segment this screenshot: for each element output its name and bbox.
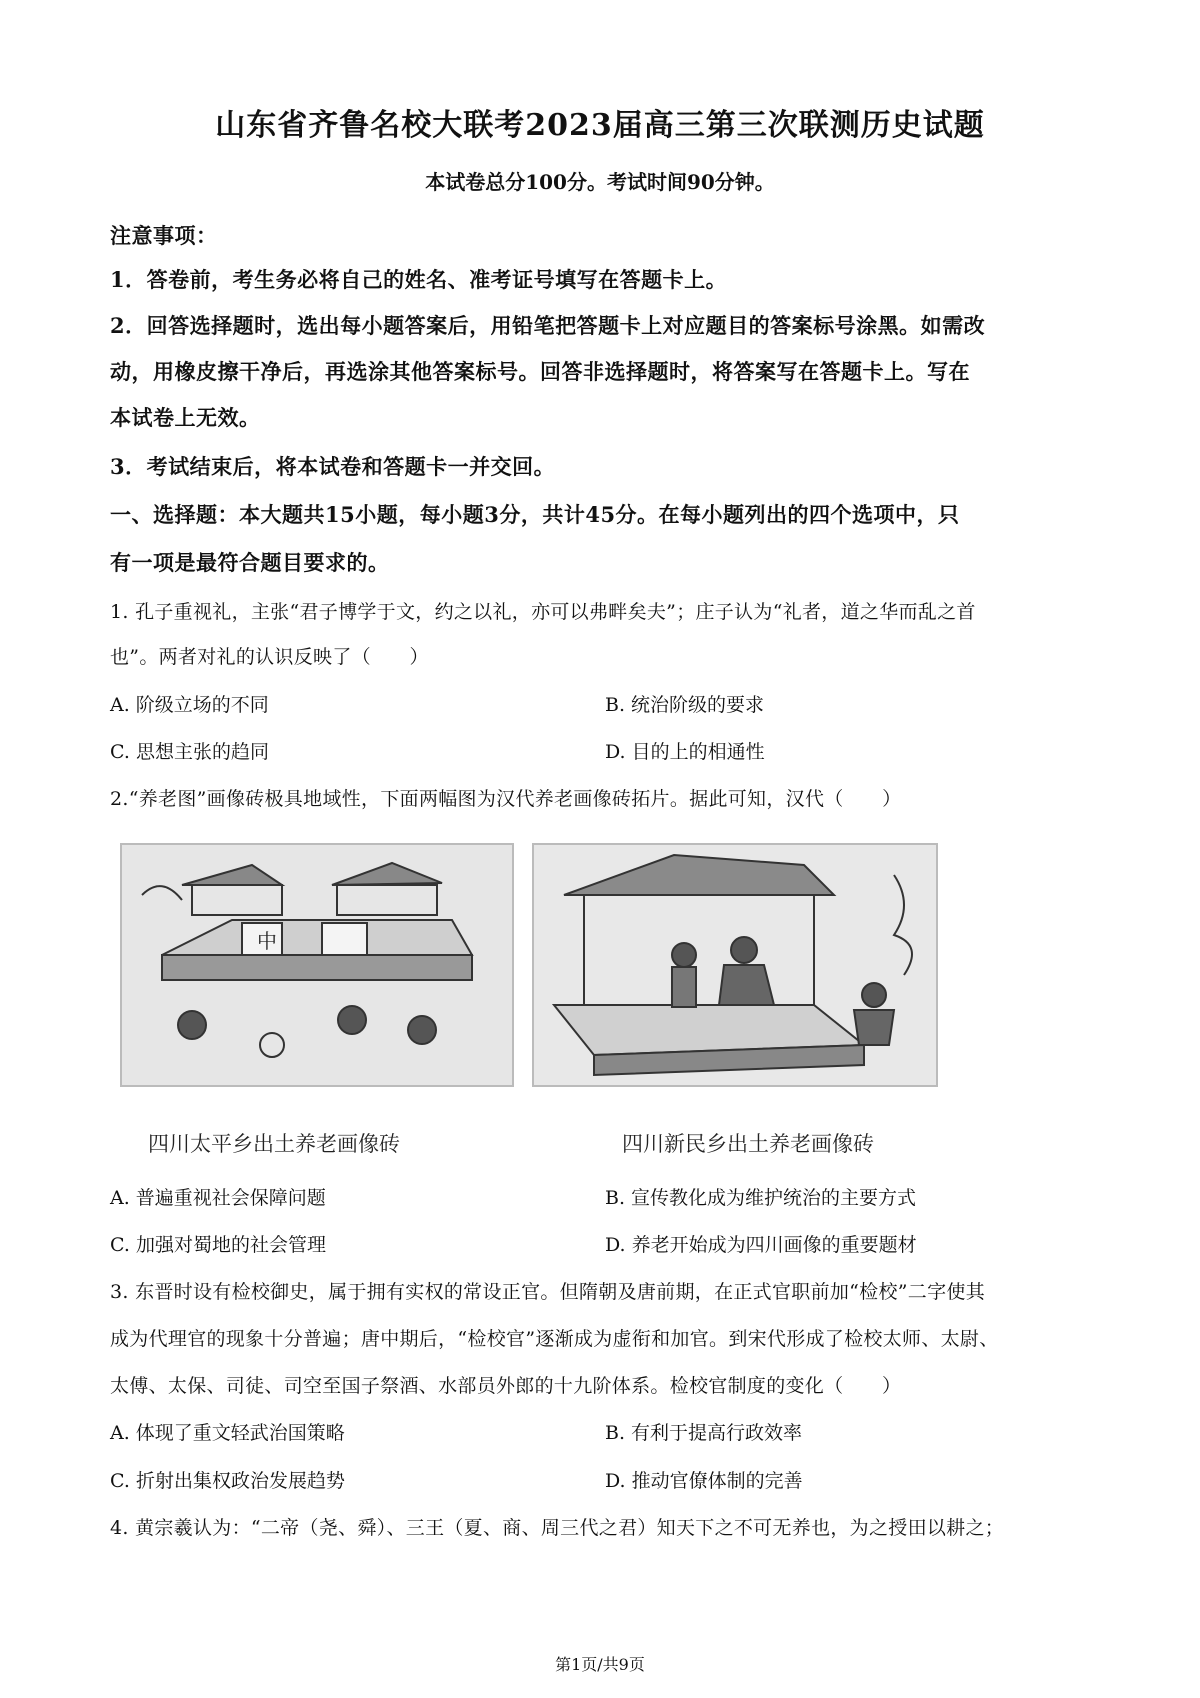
- figure-caption: 四川太平乡出土养老画像砖: [148, 1132, 400, 1156]
- question-3-text: 成为代理官的现象十分普遍；唐中期后，“检校官”逐渐成为虚衔和加官。到宋代形成了检校太师、太尉、: [110, 1328, 999, 1350]
- notice-line: 3．考试结束后，将本试卷和答题卡一并交回。: [110, 454, 556, 479]
- question-1-text: 1. 孔子重视礼，主张“君子博学于文，约之以礼，亦可以弗畔矣夫”；庄子认为“礼者，道之华而乱之首: [110, 601, 976, 623]
- page-subtitle: 本试卷总分100分。考试时间90分钟。: [425, 170, 775, 194]
- figure-caption: 四川新民乡出土养老画像砖: [622, 1132, 874, 1156]
- question-2-option-c: C. 加强对蜀地的社会管理: [110, 1234, 326, 1256]
- rubbing-illustration: [534, 845, 936, 1085]
- question-1-option-b: B. 统治阶级的要求: [605, 694, 765, 716]
- notice-line: 1．答卷前，考生务必将自己的姓名、准考证号填写在答题卡上。: [110, 267, 728, 292]
- page-footer: 第1页/共9页: [555, 1655, 645, 1674]
- question-3-text: 太傅、太保、司徒、司空至国子祭酒、水部员外郎的十九阶体系。检校官制度的变化（ ）: [110, 1375, 902, 1397]
- question-3-option-d: D. 推动官僚体制的完善: [605, 1470, 803, 1492]
- rubbing-image-taiping: [120, 843, 514, 1087]
- notice-line: 本试卷上无效。: [110, 405, 261, 430]
- question-1-text: 也”。两者对礼的认识反映了（ ）: [110, 646, 429, 668]
- question-2-option-d: D. 养老开始成为四川画像的重要题材: [605, 1234, 917, 1256]
- question-4-text: 4. 黄宗羲认为：“二帝（尧、舜）、三王（夏、商、周三代之君）知天下之不可无养也，为之授田以耕之；: [110, 1517, 1005, 1539]
- section-heading: 一、选择题：本大题共15小题，每小题3分，共计45分。在每小题列出的四个选项中，只: [110, 502, 960, 527]
- notice-line: 2．回答选择题时，选出每小题答案后，用铅笔把答题卡上对应题目的答案标号涂黑。如需改: [110, 313, 986, 338]
- rubbing-image-xinmin: [532, 843, 938, 1087]
- question-1-option-d: D. 目的上的相通性: [605, 741, 765, 763]
- question-1-option-c: C. 思想主张的趋同: [110, 741, 269, 763]
- notice-line: 动，用橡皮擦干净后，再选涂其他答案标号。回答非选择题时，将答案写在答题卡上。写在: [110, 359, 970, 384]
- question-2-text: 2.“养老图”画像砖极具地域性，下面两幅图为汉代养老画像砖拓片。据此可知，汉代（ ）: [110, 788, 902, 810]
- notice-heading: 注意事项：: [110, 223, 218, 248]
- question-2-option-a: A. 普遍重视社会保障问题: [110, 1187, 326, 1209]
- question-3-option-b: B. 有利于提高行政效率: [605, 1422, 803, 1444]
- page-title: 山东省齐鲁名校大联考2023届高三第三次联测历史试题: [215, 108, 985, 143]
- question-1-option-a: A. 阶级立场的不同: [110, 694, 269, 716]
- question-3-text: 3. 东晋时设有检校御史，属于拥有实权的常设正官。但隋朝及唐前期，在正式官职前加“检校”二字使其: [110, 1281, 985, 1303]
- section-heading: 有一项是最符合题目要求的。: [110, 550, 390, 575]
- rubbing-illustration: [122, 845, 512, 1085]
- rubbing-sign: 中: [257, 929, 277, 953]
- question-3-option-a: A. 体现了重文轻武治国策略: [110, 1422, 345, 1444]
- question-2-option-b: B. 宣传教化成为维护统治的主要方式: [605, 1187, 917, 1209]
- question-3-option-c: C. 折射出集权政治发展趋势: [110, 1470, 345, 1492]
